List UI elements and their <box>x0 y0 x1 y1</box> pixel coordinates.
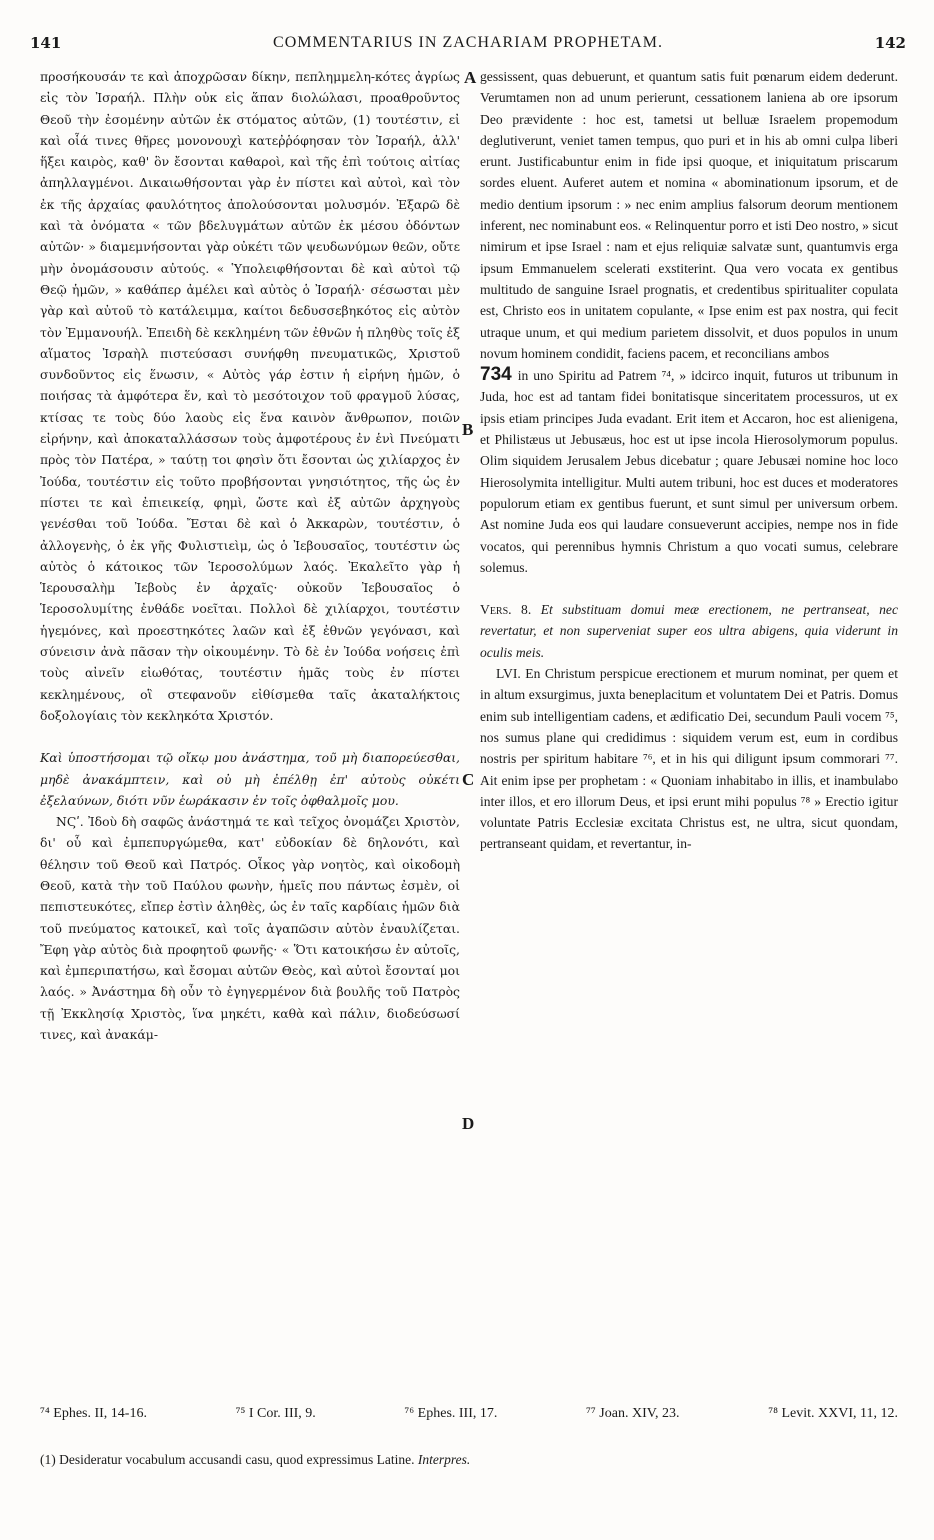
latin-column <box>480 66 898 855</box>
reference-74: ⁷⁴ Ephes. II, 14-16. <box>40 1406 147 1421</box>
greek-verse: Καὶ ὑποστήσομαι τῷ οἴκῳ μου ἀνάστημα, τοῦ μὴ διαπορεύεσθαι, μηδὲ ἀνακάμπτειν, καὶ οὐ μὴ ἐπέλθῃ ἐπ' αὐτοὺς οὐκέτι ἐξελαύνων, διότι νῦν ἑωράκασιν ἐν τοῖς ὀφθαλμοῖς μου. <box>40 750 460 808</box>
margin-letter-b: B <box>462 420 474 439</box>
latin-paragraph-2: LVI. En Christum perspicue erectionem et murum nominat, per quem et in altum exsurgimus, juxta beneplacitum et voluntatem Dei et Patris. Domus enim sub intelligentiam cadens, et ædificatio Dei, secundum Pauli vocem ⁷⁵, nos sumus plane qui credidimus : siquidem verum est, eum in cordibus nostris per spiritum habitare ⁷⁶, et in his qui diligunt ipsum commorari ⁷⁷. Ait enim ipse per prophetam : « Quoniam inhabitabo in illis, et inambulabo inter illos, et ero illorum Deus, et ipsi erunt mihi populus ⁷⁸ » Erectio igitur voluntate Patris Ecclesiæ excitata Christus est, ne ultra, sicut quondam, pertranseant quidam, et revertantur, in- <box>480 666 898 852</box>
greek-paragraph-2: ΝϚʹ. Ἰδοὺ δὴ σαφῶς ἀνάστημά τε καὶ τεῖχος ὀνομάζει Χριστὸν, δι' οὗ καὶ ἐμπεπυργώμεθα, κατ' εὐδοκίαν δὲ δηλονότι, καὶ θέλησιν τοῦ Θεοῦ καὶ Πατρός. Οἶκος γὰρ νοητὸς, καὶ οἰκοδομὴ Θεοῦ, κατὰ τὴν τοῦ Παύλου φωνὴν, ἡμεῖς που πάντως ἐσμὲν, οἱ πεπιστευκότες, εἴπερ ἐστὶν ἀληθὲς, ὡς ἐν ταῖς καρδίαις ἡμῶν διὰ τοῦ πνεύματος κατοικεῖ, καὶ τοῖς ἀγαπῶσιν αὐτὸν ἐναυλίζεται. Ἔφη γὰρ αὐτὸς διὰ προφητοῦ φωνῆς· « Ὅτι κατοικήσω ἐν αὐτοῖς, καὶ ἐμπεριπατήσω, καὶ ἔσομαι αὐτῶν Θεὸς, καὶ αὐτοὶ ἔσονταί μοι λαός. » Ἀνάστημα δὴ οὖν τὸ ἐγηγερμένον διὰ βουλῆς τοῦ Πατρὸς τῇ Ἐκκλησίᾳ Χριστὸς, ἵνα μηκέτι, καθὰ καὶ πάλιν, διοδεύσωσί τινες, καὶ ἀνακάμ- <box>40 814 460 1043</box>
greek-paragraph-1: προσήκουσάν τε καὶ ἀποχρῶσαν δίκην, πεπλημμελη-κότες ἀγρίως εἰς τὸν Ἰσραήλ. Πλὴν οὐκ εἰς ἅπαν διολώλασι, προαθροῦντος Θεοῦ τὴν ἐσομένην αὐτῶν ἐκ στόματος αὐτῶν, (1) τουτέστιν, εἰ καὶ οἷά τινες θῆρες μονονουχὶ κατεῤῥόφησαν τὸν Ἰσραήλ, ἀλλ' ἥξει καιρὸς, καθ' ὃν ἔσονται καθαροὶ, καὶ τῆς ἐπὶ τούτοις αἰτίας ἀπηλλαγμένοι. Δικαιωθήσονται γὰρ ἐν πίστει καὶ αὐτοὶ, καὶ τὸν ἐκ τῆς ἀρχαίας φαυλότητος ἀπολούσονται μολυσμόν. Ἐξαρῶ δὲ καὶ τὰ ὀνόματα « τῶν βδελυγμάτων αὐτῶν ἐκ μέσου ὀδόντων αὐτῶν· » διαμεμνήσονται γὰρ οὐκέτι τῶν ψευδωνύμων θεῶν, οὔτε μὴν ὀνομάσουσιν αὐτούς. « Ὑπολειφθήσονται δὲ καὶ αὐτοὶ τῷ Θεῷ ἡμῶν, » καθάπερ ἀμέλει καὶ αὐτὸς ὁ Ἰσραήλ· σέσωσται μὲν γὰρ καὶ αὐτοῦ τὸ κατάλειμμα, καίτοι δεδυσσεβηκότος εἰς αὐτὸν τὸν Ἐμμανουήλ. Ἐπειδὴ δὲ κεκλημένη τῶν ἐθνῶν ἡ πληθὺς τοῖς ἐξ αἵματος Ἰσραὴλ πιστεύσασι συνήφθη πνευματικῶς, Χριστοῦ συνδοῦντος εἰς ἕνωσιν, « Αὐτὸς γάρ ἐστιν ἡ εἰρήνη ἡμῶν, ὁ ποιήσας τὰ ἀμφότερα ἕν, καὶ τὸ μεσότοιχον τοῦ φραγμοῦ λύσας, κτίσας τε τοὺς δύο λαοὺς εἰς ἕνα καινὸν ἄνθρωπον, ποιῶν εἰρήνην, καὶ ἀποκαταλλάσσων τοὺς ἀμφοτέρους ἐν ἑνὶ Πνεύματι πρὸς τὸν Πατέρα, » ταύτῃ τοι φησὶν ὅτι ἔσονται ὡς χιλίαρχος ἐν Ἰούδα, τουτέστιν εἰς τοῦτο προβήσονται γνησιότητος, τῆς ὡς ἐν πίστει τε καὶ ἐπιεικείᾳ, φημὶ, ὥστε καὶ ἐξ αὐτῶν ἀρχηγοὺς γενέσθαι τοῦ Ἰούδα. Ἔσται δὲ καὶ ὁ Ἀκκαρὼν, τουτέστιν, ὁ ἀλλογενὴς, ὁ ἐκ γῆς Φυλιστιεὶμ, ὡς ὁ Ἰεβουσαῖος, τουτέστιν ὡς αὐτὸς ὁ κάτοικος τῶν Ἱεροσολύμων λαός. Ἐκαλεῖτο γὰρ ἡ Ἱερουσαλὴμ Ἰεβοὺς ἐν ἀρχαῖς· οὐκοῦν Ἰεβουσαῖος ὁ Ἱεροσολυμίτης ἐνθάδε νοεῖται. Πολλοὶ δὲ χιλίαρχοι, τουτέστιν ἡγεμόνες, καὶ προεστηκότες λαῶν καὶ ἐξ ἐθνῶν γεγόνασι, καὶ σύνεισιν ἀνὰ πᾶσαν τὴν οἰκουμένην. Τὸ δὲ ἐν Ἰούδα νοήσεις ἐπὶ τοὺς αἰνεῖν εἰωθότας, τουτέστιν ἡμᾶς τοὺς ἐν πίστει κεκλημένους, οἳ στεφανοῦν εἰθίσμεθα ταῖς ἀκαταλήκτοις δοξολογίαις τὸν κεκληκότα Χριστόν. <box>40 69 460 723</box>
margin-letter-c: C <box>462 770 475 789</box>
margin-letter-a: A <box>464 68 477 87</box>
reference-75: ⁷⁵ I Cor. III, 9. <box>235 1406 316 1421</box>
page-number-right: 142 <box>874 34 906 52</box>
reference-76: ⁷⁶ Ephes. III, 17. <box>404 1406 498 1421</box>
running-title: COMMENTARIUS IN ZACHARIAM PROPHETAM. <box>273 34 663 51</box>
footnote-text: (1) Desideratur vocabulum accusandi casu, quod expressimus Latine. <box>40 1452 415 1467</box>
footnote-signature: Interpres. <box>417 1452 471 1467</box>
latin-paragraph-1b: in uno Spiritu ad Patrem ⁷⁴, » idcirco inquit, futuros ut tribunum in Juda, hoc est ad tantam fidei bonitatisque sinceritatem processuros, ut ex ipsis etiam principes Juda evadant. Erit item et Accaron, hoc est alienigena, et Philistæus ut Jebusæus, hoc est ut ipse incola Hierosolymorum populus. Olim siquidem Jerusalem Jebus dicebatur ; quare Jebusæi nomine hoc loco Hierosolymita intelligitur. Multi autem tribuni, hoc est duces et moderatores populorum etiam ex gentibus fuerunt, et sunt simul per universum orbem. Ast nomine Juda eos qui laudare consueverunt accipies, nempe nos in fide vocatos, qui perennibus hymnis Christum a quo vocati sumus, celebrare solemus. <box>480 368 898 575</box>
page-number-left: 141 <box>30 34 62 52</box>
margin-letter-d: D <box>462 1114 475 1133</box>
latin-paragraph-1a: gessissent, quas debuerunt, et quantum satis fuit pœnarum eidem dederunt. Verumtamen non ad unum perierunt, cessationem laniena ab ore ipsorum Deo prævidente : hoc est, tametsi ut belluæ Israelem propemodum deglutiverunt, veniet tamen tempus, quo puri et in his ab omni culpa liberi erunt. Justificabuntur enim in fide ipsi quoque, et iniquitatum priscarum sordes eluent. Auferet autem et nomina « abominationum ipsorum, et de medio dentium ipsorum : » nec enim amplius falsorum deorum mentionem inferent, nec nominabunt eos. « Relinquentur porro et isti Deo nostro, » sicut nimirum et ipse Israel : nam et ejus reliquiæ salvatæ sunt, quantumvis erga ipsum Emmanuelem scelerati exstiterint. Qua vero vocata ex gentibus multitudo de sanguine Israel prognatis, et credentibus spiritualiter copulata est, Christo eos in unitatem copulante, « Ipse enim est pax nostra, qui fecit utraque unum, et qui medium parietem dissolvit, et duos populos in unum novum hominem condidit, faciens pacem, et reconcilians ambos <box>480 69 898 361</box>
greek-column <box>40 66 460 1045</box>
footnote <box>40 1452 898 1468</box>
latin-verse: Et substituam domui meæ erectionem, ne pertranseat, nec revertatur, et non superveniat super eos ultra abigens, quia viderunt in oculis meis. <box>480 602 898 660</box>
verse-label: Vers. 8. <box>480 602 532 618</box>
reference-78: ⁷⁸ Levit. XXVI, 11, 12. <box>768 1406 898 1421</box>
reference-77: ⁷⁷ Joan. XIV, 23. <box>586 1406 680 1421</box>
column-number: 734 <box>480 364 512 386</box>
scripture-references <box>40 1406 898 1422</box>
page-header <box>30 34 906 56</box>
